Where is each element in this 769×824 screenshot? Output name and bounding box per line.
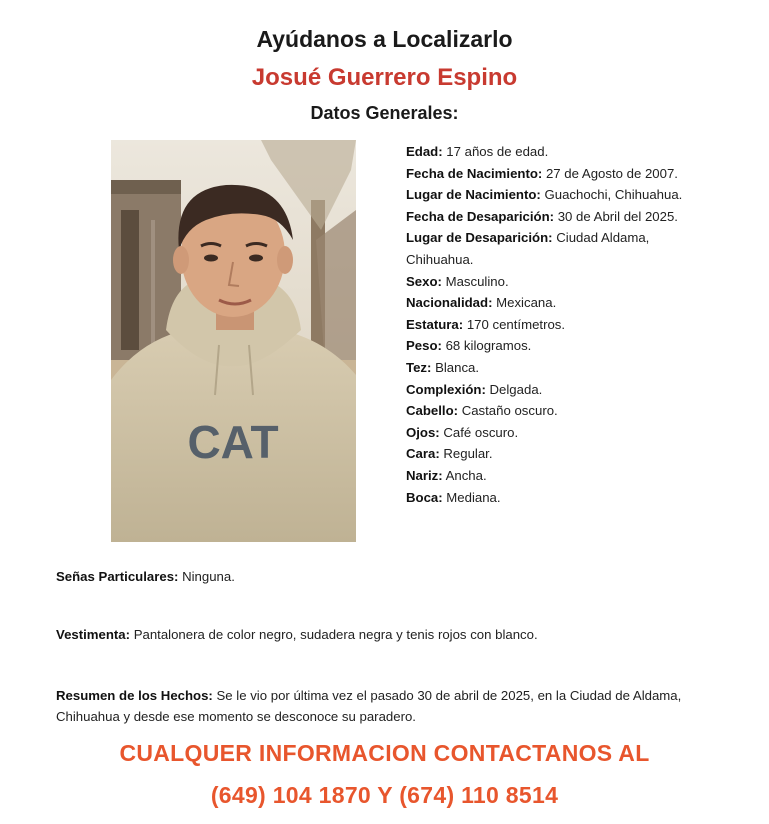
- detail-value: Castaño oscuro.: [458, 403, 558, 419]
- detail-lugar-desaparicion: [406, 227, 736, 249]
- detail-label: Cara:: [406, 446, 440, 462]
- detail-value: Guachochi, Chihuahua.: [540, 187, 683, 203]
- vestimenta-value: Pantalonera de color negro, sudadera negra y tenis rojos con blanco.: [130, 627, 538, 642]
- detail-label: Fecha de Nacimiento:: [406, 165, 543, 181]
- detail-label: Nacionalidad:: [406, 295, 493, 311]
- shirt-logo: CAT: [187, 416, 279, 468]
- general-details: [406, 141, 736, 508]
- detail-label: Lugar de Desaparición:: [406, 230, 553, 246]
- detail-tez: [406, 357, 736, 379]
- detail-value: Mediana.: [442, 489, 501, 505]
- detail-value: Mexicana.: [492, 295, 557, 311]
- detail-label: Boca:: [406, 489, 443, 505]
- detail-value: Regular.: [439, 446, 493, 462]
- detail-value: 27 de Agosto de 2007.: [542, 165, 678, 181]
- detail-value: Café oscuro.: [439, 424, 519, 440]
- detail-label: Ojos:: [406, 424, 440, 440]
- detail-fecha-nacimiento: [406, 163, 736, 185]
- detail-value: Ciudad Aldama,: [552, 230, 650, 246]
- detail-label: Estatura:: [406, 316, 464, 332]
- detail-cabello: [406, 400, 736, 422]
- detail-value: Delgada.: [485, 381, 543, 397]
- detail-label: Tez:: [406, 359, 432, 375]
- resumen-line-2: Chihuahua y desde ese momento se desconoce su paradero.: [56, 709, 416, 724]
- detail-label: Sexo:: [406, 273, 442, 289]
- detail-peso: [406, 335, 736, 357]
- detail-lugar-desaparicion-cont: Chihuahua.: [406, 251, 474, 267]
- detail-value: 30 de Abril del 2025.: [554, 208, 678, 224]
- detail-value: Ancha.: [442, 467, 487, 483]
- detail-label: Nariz:: [406, 467, 443, 483]
- detail-lugar-nacimiento: [406, 184, 736, 206]
- detail-ojos: [406, 422, 736, 444]
- detail-value: 68 kilogramos.: [441, 338, 532, 354]
- poster-title: Ayúdanos a Localizarlo: [256, 26, 513, 52]
- detail-label: Lugar de Nacimiento:: [406, 187, 541, 203]
- senas-label: Señas Particulares:: [56, 569, 179, 584]
- detail-label: Edad:: [406, 144, 443, 159]
- photo-illustration: [111, 140, 356, 542]
- detail-cara: [406, 443, 736, 465]
- missing-person-photo: [111, 140, 356, 542]
- detail-estatura: [406, 314, 736, 336]
- detail-value: Masculino.: [441, 273, 509, 289]
- detail-nacionalidad: [406, 292, 736, 314]
- resumen-line-1: [56, 685, 769, 706]
- distinctive-marks: [56, 566, 769, 587]
- detail-nariz: [406, 465, 736, 487]
- resumen-label: Resumen de los Hechos:: [56, 688, 213, 703]
- detail-boca: [406, 487, 736, 509]
- vestimenta-label: Vestimenta:: [56, 627, 131, 642]
- detail-edad: [406, 141, 736, 163]
- contact-call-to-action: CUALQUER INFORMACION CONTACTANOS AL: [119, 740, 650, 766]
- detail-value: 170 centímetros.: [463, 316, 566, 332]
- missing-person-name: Josué Guerrero Espino: [251, 64, 518, 91]
- detail-label: Fecha de Desaparición:: [406, 208, 555, 224]
- detail-sexo: [406, 271, 736, 293]
- section-heading: Datos Generales:: [310, 103, 459, 123]
- case-summary: [56, 685, 769, 727]
- detail-label: Peso:: [406, 338, 442, 354]
- detail-value: 17 años de edad.: [442, 144, 549, 159]
- clothing: [56, 624, 769, 645]
- resumen-value: Se le vio por última vez el pasado 30 de abril de 2025, en la Ciudad de Aldama,: [212, 688, 682, 703]
- senas-value: Ninguna.: [178, 569, 235, 584]
- detail-value: Blanca.: [431, 359, 480, 375]
- detail-complexion: [406, 379, 736, 401]
- detail-label: Cabello:: [406, 403, 459, 419]
- contact-phone-numbers: (649) 104 1870 Y (674) 110 8514: [210, 782, 559, 808]
- detail-label: Complexión:: [406, 381, 486, 397]
- detail-fecha-desaparicion: [406, 206, 736, 228]
